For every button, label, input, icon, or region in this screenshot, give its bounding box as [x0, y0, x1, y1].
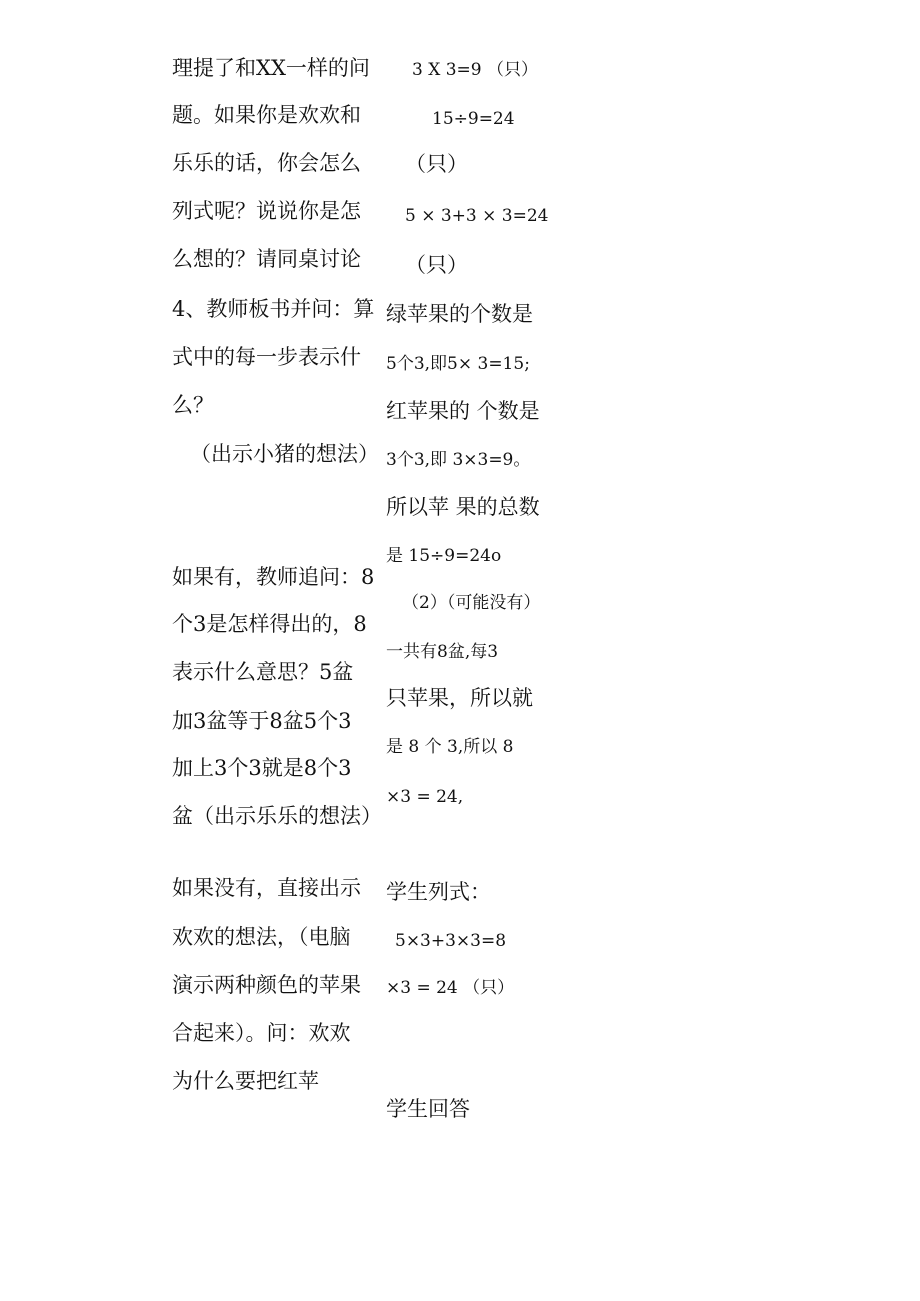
- right-line-11: 是 15÷9=24o: [386, 546, 502, 566]
- right-line-13: 一共有8盆,每3: [386, 642, 499, 662]
- left-line-11: 个3是怎样得出的，8: [172, 612, 367, 636]
- right-line-3: （只）: [405, 152, 468, 176]
- left-line-7: 式中的每一步表示什: [172, 345, 361, 369]
- left-line-18: 演示两种颜色的苹果: [172, 973, 361, 997]
- left-line-15: 盆（出示乐乐的想法）: [172, 804, 382, 828]
- left-line-17: 欢欢的想法，（电脑: [172, 925, 351, 949]
- right-line-8: 红苹果的 个数是: [386, 399, 540, 423]
- left-line-4: 列式呢？说说你是怎: [172, 199, 361, 223]
- left-line-3: 乐乐的话，你会怎么: [172, 151, 361, 175]
- left-line-9: （出示小猪的想法）: [190, 442, 379, 466]
- right-line-12: （2）（可能没有）: [402, 593, 541, 613]
- right-line-6: 绿苹果的个数是: [386, 302, 533, 326]
- left-line-12: 表示什么意思？5盆: [172, 660, 354, 684]
- left-line-13: 加3盆等于8盆5个3: [172, 709, 352, 733]
- left-line-14: 加上3个3就是8个3: [172, 756, 352, 780]
- right-line-1: 3 X 3=9 （只）: [412, 60, 539, 80]
- left-line-2: 题。如果你是欢欢和: [172, 103, 361, 127]
- left-line-8: 么？: [172, 393, 214, 417]
- right-line-14: 只苹果，所以就: [386, 686, 533, 710]
- left-line-6: 4、教师板书并问：算: [172, 297, 375, 321]
- right-line-15: 是 8 个 3,所以 8: [386, 737, 514, 757]
- left-line-5: 么想的？请同桌讨论: [172, 247, 361, 271]
- right-line-2: 15÷9=24: [432, 109, 515, 129]
- right-line-19: ×3 = 24 （只）: [386, 978, 515, 998]
- right-line-9: 3个3,即 3×3=9。: [386, 450, 531, 470]
- right-line-5: （只）: [405, 253, 468, 277]
- right-line-18: 5×3+3×3=8: [395, 931, 507, 951]
- right-line-20: 学生回答: [386, 1097, 470, 1121]
- right-line-7: 5个3,即5× 3=15;: [386, 354, 530, 374]
- right-line-10: 所以苹 果的总数: [386, 495, 540, 519]
- left-line-20: 为什么要把红苹: [172, 1069, 319, 1093]
- left-line-19: 合起来）。问：欢欢: [172, 1021, 351, 1045]
- left-line-16: 如果没有，直接出示: [172, 876, 361, 900]
- right-line-4: 5 × 3+3 × 3=24: [405, 206, 549, 226]
- right-line-17: 学生列式：: [386, 880, 491, 904]
- left-line-10: 如果有，教师追问：8: [172, 565, 375, 589]
- left-line-1: 理提了和XX一样的问: [172, 56, 370, 80]
- right-line-16: ×3 = 24,: [386, 787, 464, 807]
